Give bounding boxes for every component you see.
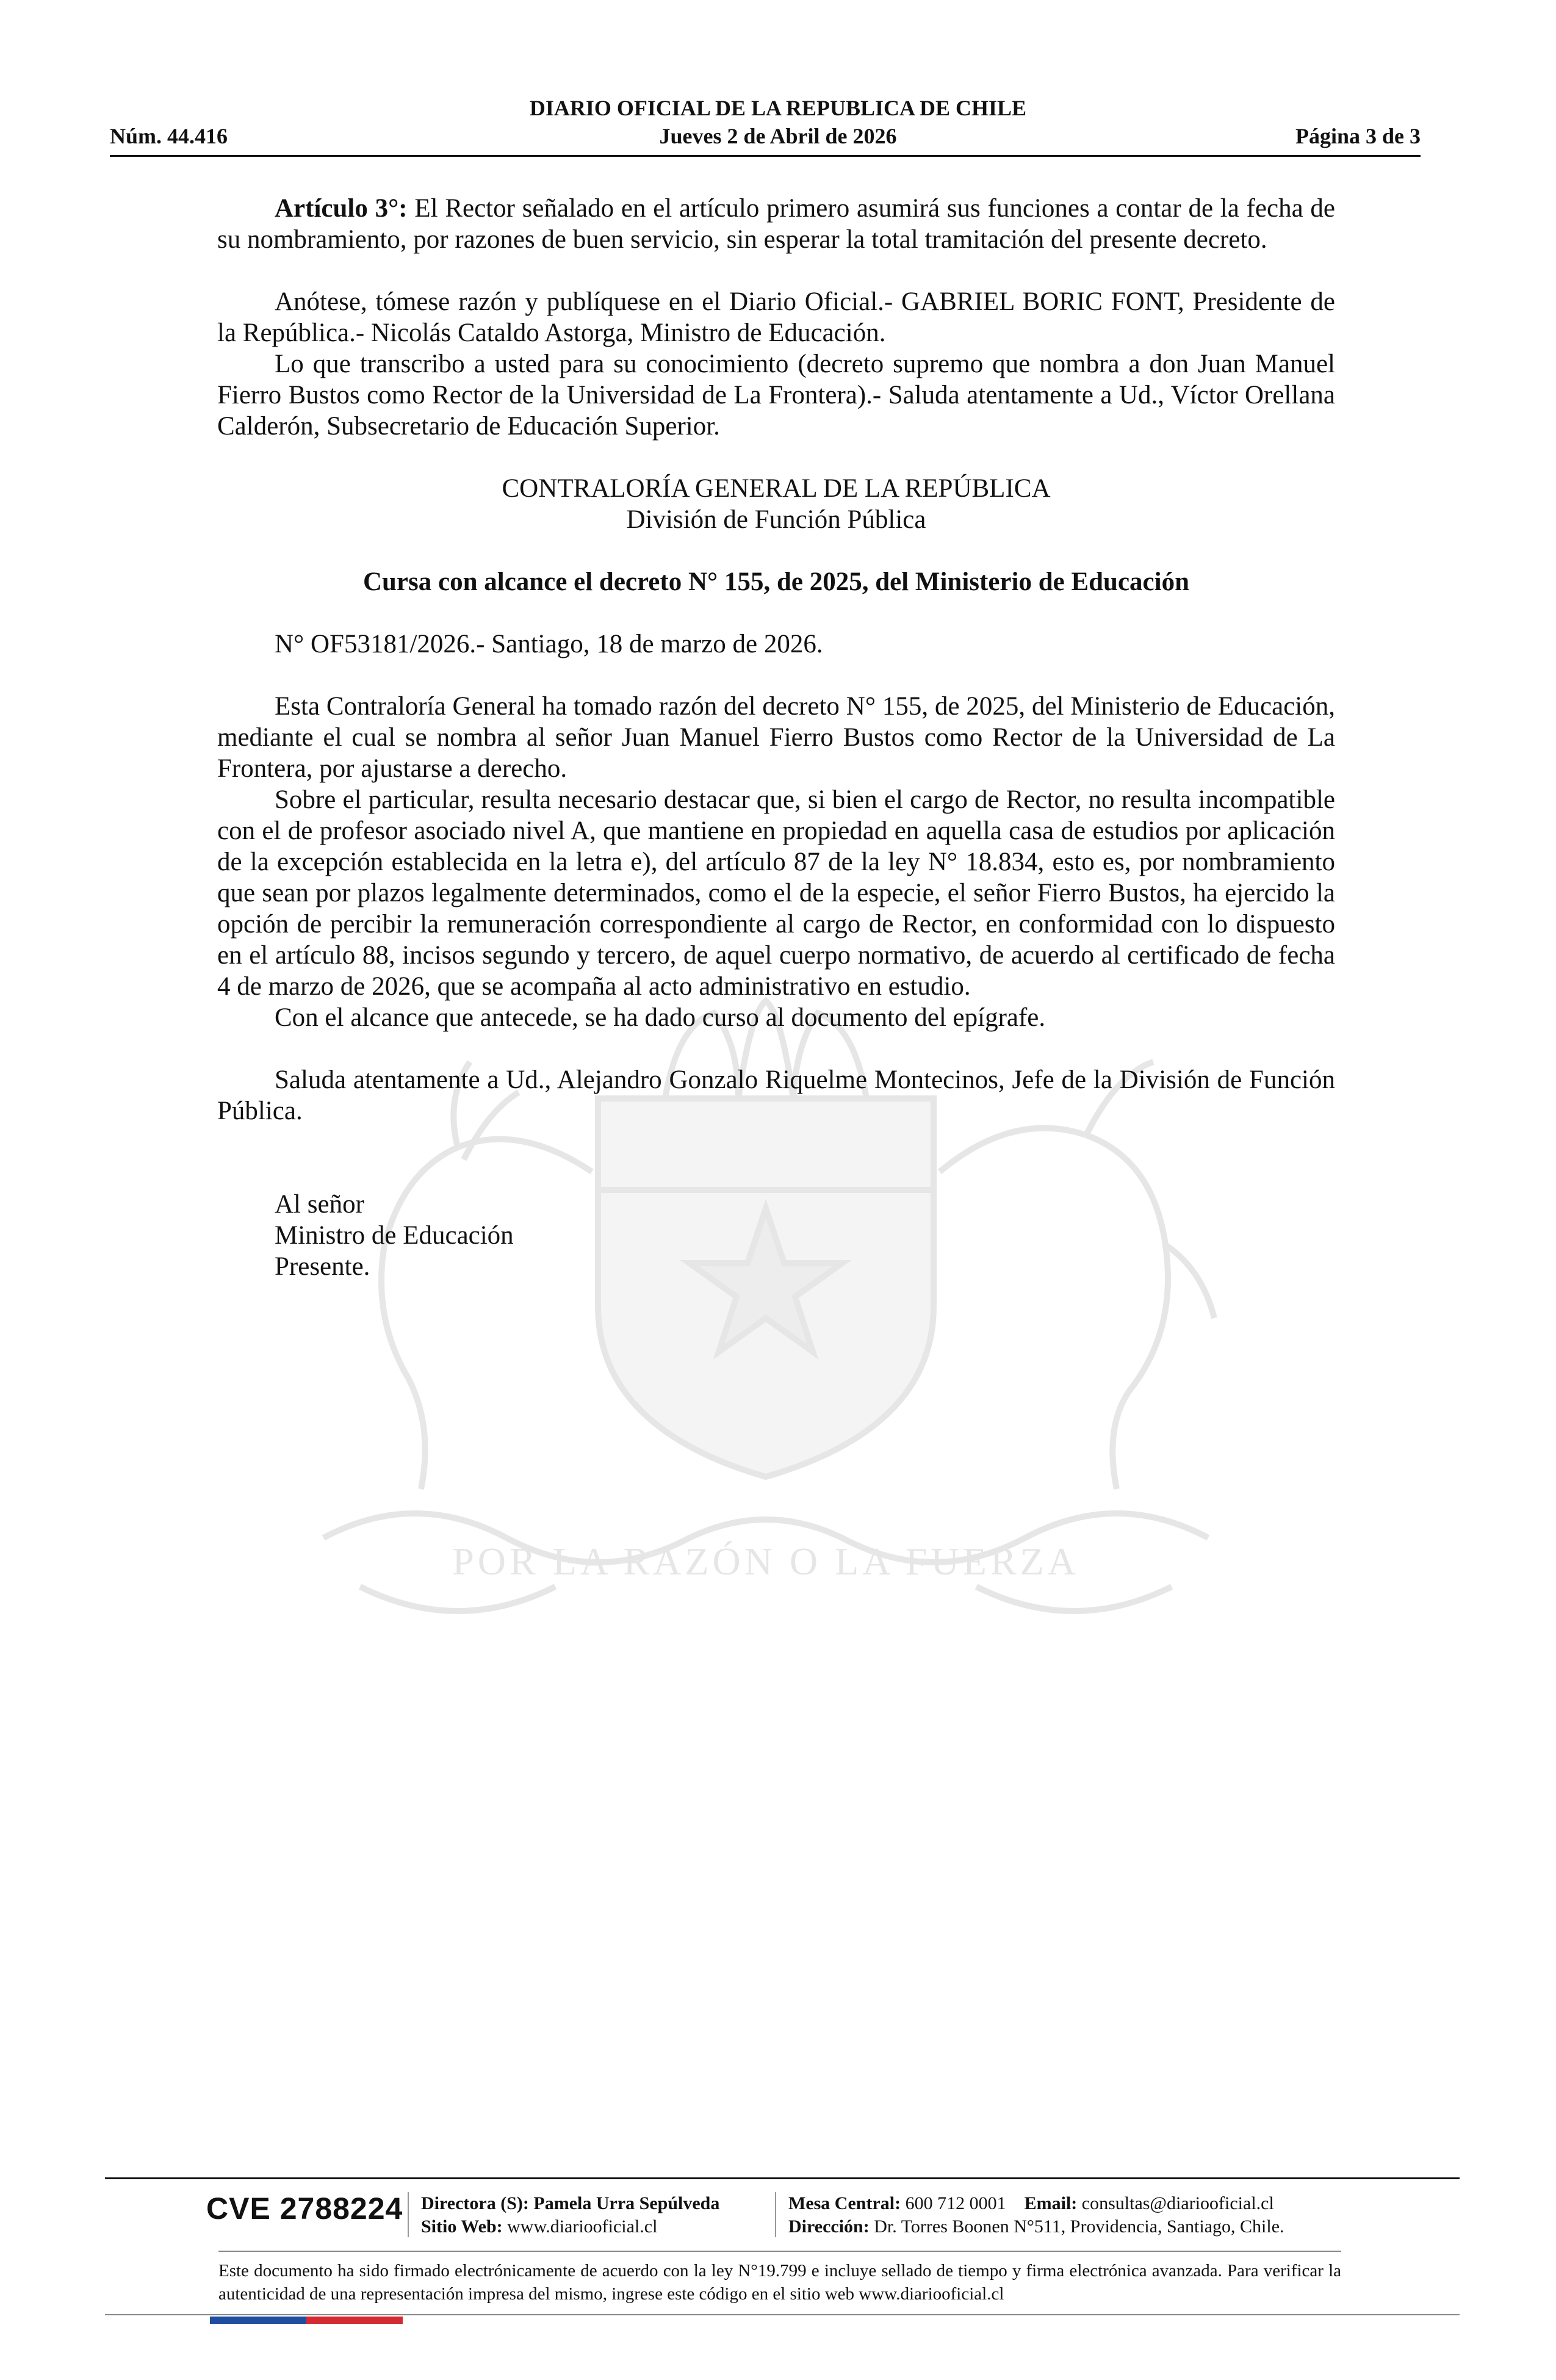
directora-label: Directora (S): (421, 2193, 529, 2213)
email-link[interactable]: consultas@diariooficial.cl (1081, 2193, 1274, 2213)
cve-code: CVE 2788224 (206, 2191, 403, 2226)
header-divider (110, 155, 1421, 157)
footer-legal-notice: Este documento ha sido firmado electrónicamente de acuerdo con la ley N°19.799 e incluye sellado de tiempo y firma electrónica avanzada. Para verificar la autenticidad de una representación impresa del mismo, ingrese este código en el sitio web www.diariooficial.cl (218, 2261, 1341, 2304)
saluda-paragraph: Saluda atentamente a Ud., Alejandro Gonzalo Riquelme Montecinos, Jefe de la División de Función Pública. (217, 1066, 1335, 1125)
mesa-label: Mesa Central: (788, 2193, 901, 2213)
body-paragraph-1: Esta Contraloría General ha tomado razón del decreto N° 155, de 2025, del Ministerio de Educación, mediante el cual se nombra al señor Juan Manuel Fierro Bustos como Rector de la Universidad de La Frontera, por ajustarse a derecho. (217, 692, 1335, 783)
sitio-link[interactable]: www.diariooficial.cl (507, 2216, 658, 2237)
article-3-label: Artículo 3°: (275, 194, 408, 223)
cursa-title: Cursa con alcance el decreto N° 155, de 2025, del Ministerio de Educación (362, 568, 1190, 596)
division-heading: División de Función Pública (626, 505, 926, 534)
direccion-value: Dr. Torres Boonen N°511, Providencia, Santiago, Chile. (874, 2216, 1284, 2237)
flag-stripe-red (306, 2317, 403, 2324)
body-paragraph-2: Sobre el particular, resulta necesario destacar que, si bien el cargo de Rector, no resulta incompatible con el de profesor asociado nivel A, que mantiene en propiedad en aquella casa de estudios por aplicación de la excepción establecida en la letra e), del artículo 87 de la ley N° 18.834, esto es, por nombramiento que sean por plazos legalmente determinados, como el de la especie, el señor Fierro Bustos, ha ejercido la opción de percibir la remuneración correspondiente al cargo de Rector, en conformidad con lo dispuesto en el artículo 88, incisos segundo y tercero, de aquel cuerpo normativo, de acuerdo al certificado de fecha 4 de marzo de 2026, que se acompaña al acto administrativo en estudio. (217, 785, 1335, 1001)
issue-number: Núm. 44.416 (110, 124, 228, 148)
footer-separator (408, 2192, 409, 2237)
document-body (217, 193, 1335, 1282)
addressee-line-1: Al señor (275, 1190, 364, 1219)
flag-stripe-blue (210, 2317, 306, 2324)
footer-divider-bottom (105, 2314, 1460, 2315)
email-label: Email: (1024, 2193, 1078, 2213)
contraloria-heading: CONTRALORÍA GENERAL DE LA REPÚBLICA (502, 474, 1051, 503)
watermark-motto: POR LA RAZÓN O LA FUERZA (452, 1540, 1079, 1583)
mesa-value: 600 712 0001 (905, 2193, 1006, 2213)
footer-separator (775, 2192, 776, 2237)
page-indicator: Página 3 de 3 (1295, 124, 1421, 148)
footer-directora-block (421, 2192, 719, 2238)
directora-name: Pamela Urra Sepúlveda (533, 2193, 720, 2213)
oficio-line: N° OF53181/2026.- Santiago, 18 de marzo de 2026. (275, 630, 823, 658)
addressee-line-3: Presente. (275, 1252, 370, 1281)
body-paragraph-3: Con el alcance que antecede, se ha dado curso al documento del epígrafe. (275, 1003, 1046, 1032)
anotese-paragraph: Anótese, tómese razón y publíquese en el Diario Oficial.- GABRIEL BORIC FONT, Presidente de la República.- Nicolás Cataldo Astorga, Ministro de Educación. (217, 287, 1335, 347)
article-3-text: El Rector señalado en el artículo primero asumirá sus funciones a contar de la fecha de su nombramiento, por razones de buen servicio, sin esperar la total tramitación del presente decreto. (217, 194, 1335, 254)
direccion-label: Dirección: (788, 2216, 870, 2237)
publication-title: DIARIO OFICIAL DE LA REPUBLICA DE CHILE (529, 96, 1027, 120)
footer-divider-mid (218, 2251, 1341, 2252)
sitio-label: Sitio Web: (421, 2216, 503, 2237)
article-3 (217, 193, 1335, 255)
addressee-line-2: Ministro de Educación (275, 1221, 514, 1250)
transcribo-paragraph: Lo que transcribo a usted para su conocimiento (decreto supremo que nombra a don Juan Manuel Fierro Bustos como Rector de la Universidad de La Frontera).- Saluda atentamente a Ud., Víctor Orellana Calderón, Subsecretario de Educación Superior. (217, 350, 1335, 441)
footer-divider-top (105, 2177, 1460, 2179)
issue-date: Jueves 2 de Abril de 2026 (659, 124, 897, 148)
footer-contact-block (788, 2192, 1284, 2238)
